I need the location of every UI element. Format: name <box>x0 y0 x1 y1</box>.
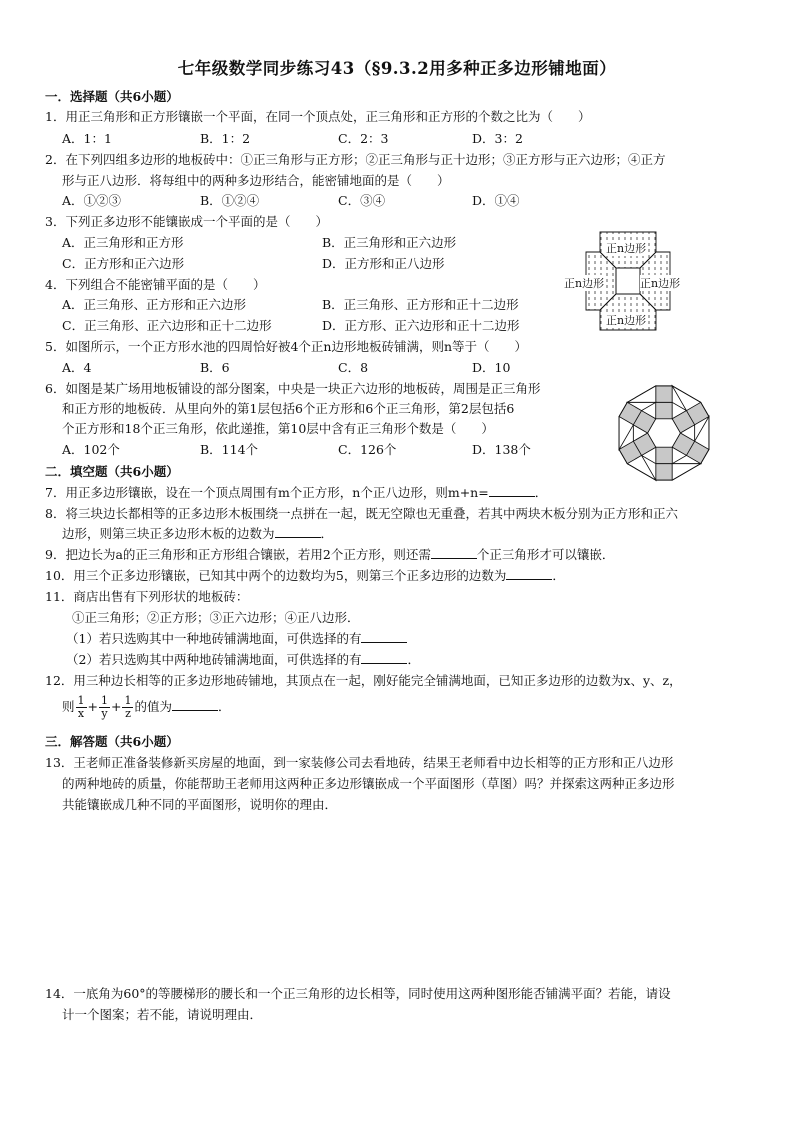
q12-plus-2: + <box>111 699 122 714</box>
q12-line2 <box>62 694 231 720</box>
ring2-square <box>656 464 672 480</box>
q13-line2: 的两种地砖的质量，你能帮助王老师用这两种正多边形镶嵌成一个平面图形（草图）吗？并探索这两种正多边形 <box>62 776 675 791</box>
q7-end: ． <box>534 485 548 500</box>
q11-part1 <box>66 630 407 648</box>
q4-option-d: D．正方形、正六边形和正十二边形 <box>322 318 520 333</box>
q5-option-a: A．4 <box>62 360 92 375</box>
q3-stem: 3．下列正多边形不能镶嵌成一个平面的是（ ） <box>45 214 328 229</box>
q1-option-b: B．1：2 <box>200 131 251 146</box>
q2-line1: 2．在下列四组多边形的地板砖中：①正三角形与正方形；②正三角形与正十边形；③正方形与正六边形；④正方 <box>45 152 666 167</box>
section-fill-heading: 二．填空题（共6小题） <box>45 464 179 479</box>
q3-option-a: A．正三角形和正方形 <box>62 235 184 250</box>
q5-option-d: D．10 <box>472 360 511 375</box>
pool-label-left: 正n边形 <box>564 277 605 290</box>
q7-text: 7．用正多边形镶嵌，设在一个顶点周围有m个正方形，n个正八边形，则m+n= <box>45 485 489 500</box>
q12-frac-x: $\frac{1}{x}$ <box>77 694 85 720</box>
q2-option-c: C．③④ <box>338 193 386 208</box>
q10 <box>45 567 565 585</box>
q2-option-d: D．①④ <box>472 193 520 208</box>
q11-stem: 11．商店出售有下列形状的地板砖： <box>45 589 249 604</box>
q3-option-b: B．正三角形和正六边形 <box>322 235 457 250</box>
q12-frac-z: $\frac{1}{z}$ <box>124 694 132 720</box>
tiling-figure <box>604 372 724 494</box>
pool-label-bottom: 正n边形 <box>606 314 647 327</box>
pool-label-right: 正n边形 <box>640 277 681 290</box>
section-solve-heading: 三．解答题（共6小题） <box>45 734 179 749</box>
q10-text: 10．用三个正多边形镶嵌，已知其中两个的边数均为5，则第三个正多边形的边数为 <box>45 568 507 583</box>
q12-end: ． <box>218 699 231 714</box>
q11-part2-text: （2）若只选购其中两种地砖铺满地面，可供选择的有 <box>66 652 362 667</box>
q9-text: 9．把边长为a的正三角形和正方形组合镶嵌，若用2个正方形，则还需 <box>45 547 431 562</box>
q1-option-c: C．2：3 <box>338 131 389 146</box>
q8-line2 <box>62 525 333 543</box>
q14-line2: 计一个图案；若不能，请说明理由． <box>62 1007 263 1022</box>
q13-line3: 共能镶嵌成几种不同的平面图形，说明你的理由． <box>62 797 338 812</box>
q12-blank <box>172 698 218 711</box>
q8-line1: 8．将三块边长都相等的正多边形木板围绕一点拼在一起，既无空隙也无重叠，若其中两块木板分别为正方形和正六 <box>45 506 678 521</box>
q12-pre: 则 <box>62 699 75 714</box>
q5-stem: 5．如图所示，一个正方形水池的四周恰好被4个正n边形地板砖铺满，则n等于（ ） <box>45 339 528 354</box>
q1-stem: 1．用正三角形和正方形镶嵌一个平面，在同一个顶点处，正三角形和正方形的个数之比为（ ） <box>45 109 591 124</box>
q2-option-a: A．①②③ <box>62 193 122 208</box>
ring1-square <box>656 402 672 418</box>
q9-blank <box>431 546 477 559</box>
q13-line1: 13．王老师正准备装修新买房屋的地面，到一家装修公司去看地砖，结果王老师看中边长相等的正方形和正八边形 <box>45 755 674 770</box>
q12-frac-y: $\frac{1}{y}$ <box>101 694 108 720</box>
pool-figure <box>564 230 688 332</box>
q6-option-b: B．114个 <box>200 442 259 457</box>
q6-option-d: D．138个 <box>472 442 531 457</box>
q7 <box>45 484 547 502</box>
q6-line2: 和正方形的地板砖．从里向外的第1层包括6个正方形和6个正三角形，第2层包括6 <box>62 401 515 416</box>
q11-part2-end: ． <box>407 652 420 667</box>
q5-option-b: B．6 <box>200 360 230 375</box>
q11-part1-text: （1）若只选购其中一种地砖铺满地面，可供选择的有 <box>66 631 362 646</box>
pool-label-top: 正n边形 <box>606 242 647 255</box>
q6-line1: 6．如图是某广场用地板铺设的部分图案，中央是一块正六边形的地板砖，周围是正三角形 <box>45 381 541 396</box>
q6-option-c: C．126个 <box>338 442 397 457</box>
q4-option-c: C．正三角形、正六边形和正十二边形 <box>62 318 272 333</box>
q11-part2-blank <box>361 651 407 664</box>
ring1-square <box>656 447 672 463</box>
q9-end: 个正三角形才可以镶嵌． <box>476 547 615 562</box>
q8-text: 边形，则第三块正多边形木板的边数为 <box>62 526 275 541</box>
q10-blank <box>506 567 552 580</box>
q6-line3: 个正方形和18个正三角形，依此递推，第10层中含有正三角形个数是（ ） <box>62 421 494 436</box>
q4-stem: 4．下列组合不能密铺平面的是（ ） <box>45 277 266 292</box>
q1-option-a: A．1：1 <box>62 131 112 146</box>
q11-part2 <box>66 651 420 669</box>
q12-post: 的值为 <box>134 699 172 714</box>
q4-option-b: B．正三角形、正方形和正十二边形 <box>322 297 519 312</box>
q12-line1: 12．用三种边长相等的正多边形地砖铺地，其顶点在一起，刚好能完全铺满地面，已知正多边形的边数为x、y、z， <box>45 673 682 688</box>
q3-option-d: D．正方形和正八边形 <box>322 256 445 271</box>
q9 <box>45 546 614 564</box>
q12-plus-1: + <box>87 699 98 714</box>
q2-option-b: B．①②④ <box>200 193 260 208</box>
section-choice-heading: 一．选择题（共6小题） <box>45 89 179 104</box>
q2-line2: 形与正八边形．将每组中的两种多边形结合，能密铺地面的是（ ） <box>62 173 450 188</box>
q11-part1-blank <box>361 630 407 643</box>
q3-option-c: C．正方形和正六边形 <box>62 256 185 271</box>
q8-blank <box>275 525 321 538</box>
ring2-square <box>656 386 672 402</box>
q7-blank <box>489 484 535 497</box>
q14-line1: 14．一底角为60°的等腰梯形的腰长和一个正三角形的边长相等，同时使用这两种图形能否铺满平面？若能，请设 <box>45 986 671 1001</box>
q10-end: ． <box>552 568 565 583</box>
q11-items: ①正三角形；②正方形；③正六边形；④正八边形． <box>72 610 360 625</box>
q1-option-d: D．3：2 <box>472 131 523 146</box>
q8-end: ． <box>320 526 334 541</box>
q5-option-c: C．8 <box>338 360 369 375</box>
q4-option-a: A．正三角形、正方形和正六边形 <box>62 297 247 312</box>
q6-option-a: A．102个 <box>62 442 120 457</box>
page-title: 七年级数学同步练习43（§9.3.2用多种正多边形铺地面） <box>177 59 617 78</box>
